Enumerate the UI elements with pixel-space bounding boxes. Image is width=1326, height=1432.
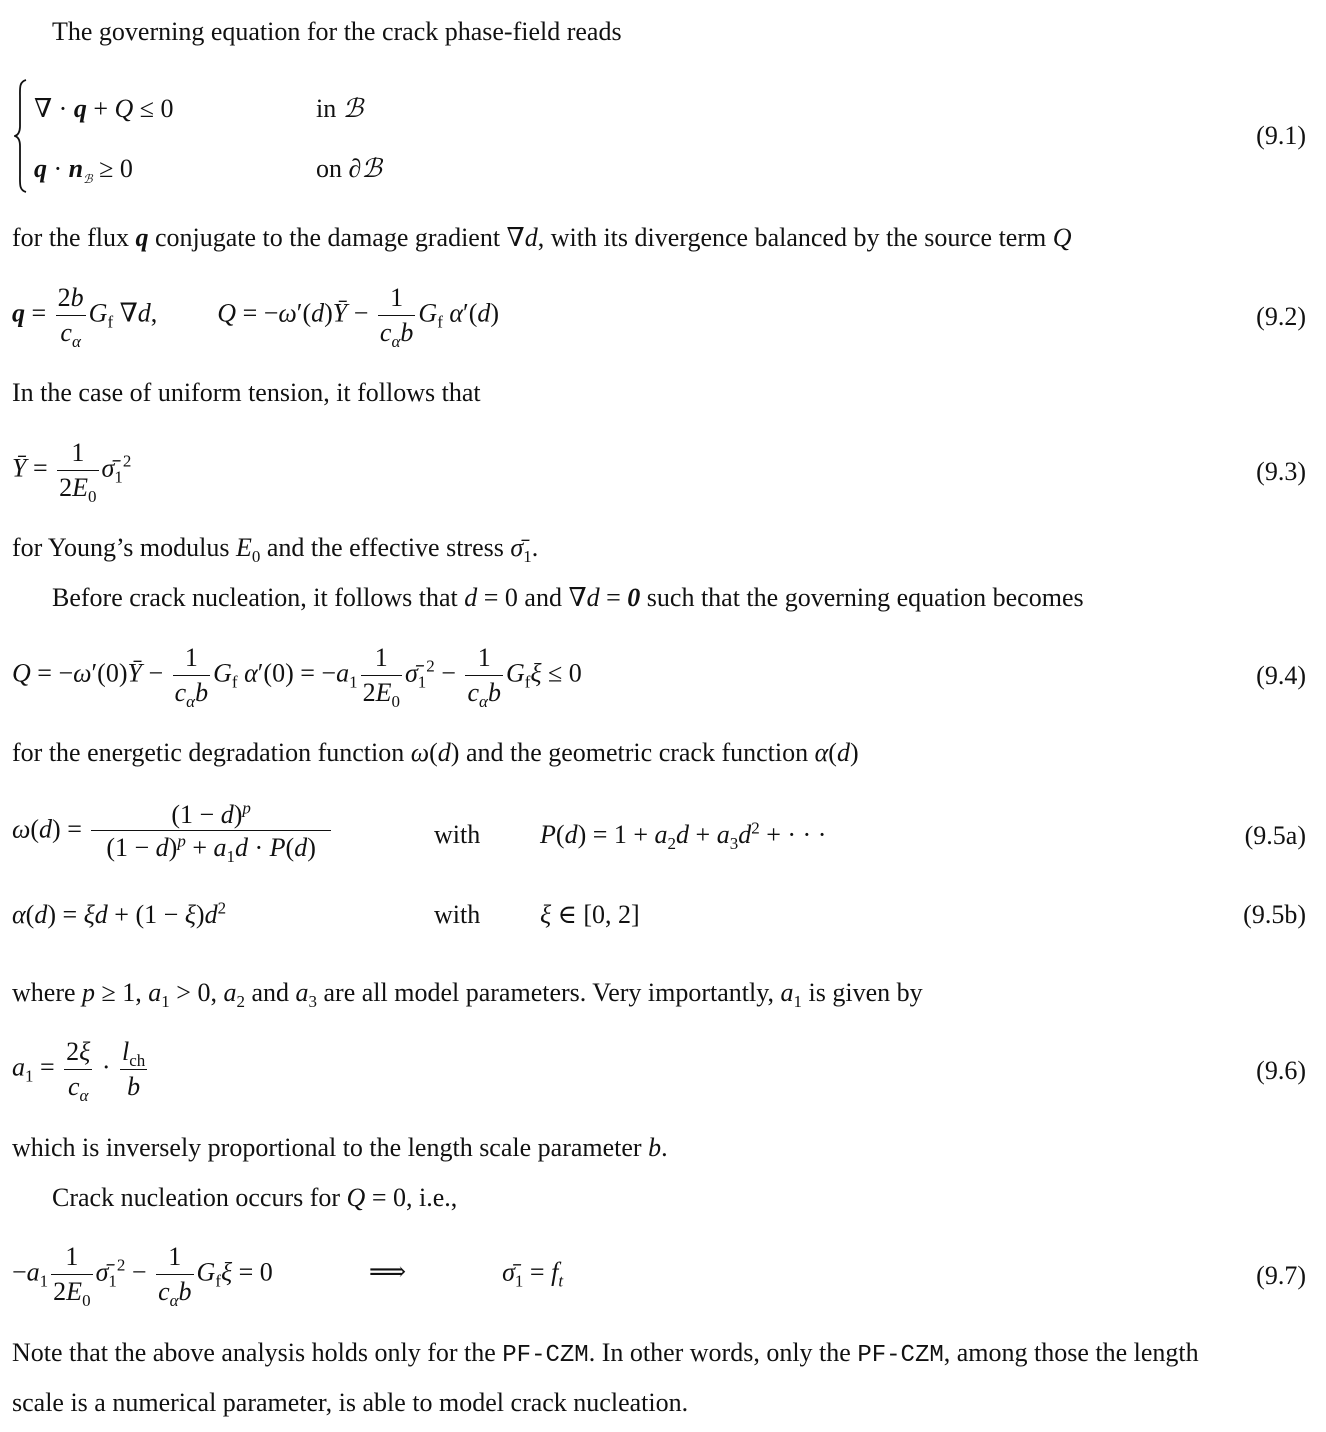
eq-9-1-row2-left: $q \cdot n_ℬ \ge 0$: [34, 154, 133, 187]
equation-number: (9.4): [1256, 661, 1306, 690]
equation-number: (9.5a): [1244, 821, 1306, 850]
equation-number: (9.1): [1256, 121, 1306, 150]
equation-number: (9.5b): [1243, 900, 1306, 929]
paragraph-uniform-tension: In the case of uniform tension, it follows that: [12, 378, 481, 407]
equation-number: (9.3): [1256, 457, 1306, 486]
paragraph-note: Note that the above analysis holds only for the PF-CZM. In other words, only the PF-CZM, among those the length: [12, 1338, 1199, 1369]
eq-9-4-body: Q = −ω′(0)Ȳ − $\frac{1}{c_\alpha b}$ $G_f$ $\alpha'(0) = -a_1$ $\frac{1}{2E_0}$ $\sigmā_1^2$ − $\frac{1}{c_\alpha b}$ $G_f\xi \le 0$: [12, 643, 582, 712]
eq-9-7-body: $-a_1$ $\frac{1}{2E_0}$ $\sigmā_1^2$ − $\frac{1}{c_\alpha b}$ $G_f\xi = 0$ ⟹ $\sigmā_1 = f_t$: [12, 1242, 564, 1311]
paragraph-before-nucleation: Before crack nucleation, it follows that d = 0 and ∇d = 0 such that the governing equation becomes: [52, 583, 1084, 612]
eq-9-5b-with: with: [434, 900, 481, 929]
eq-9-2-body: q = $\frac{2b}{c_\alpha}$ $G_f$ ∇d, Q = −ω′(d)Ȳ − $\frac{1}{c_\alpha b}$ $G_f$ α′(d): [12, 283, 500, 352]
left-brace: [14, 78, 28, 194]
equation-number: (9.7): [1256, 1261, 1306, 1290]
eq-9-5b-body: $\alpha(d) = \xi d + (1 - \xi)d^2$: [12, 898, 227, 929]
equation-number: (9.6): [1256, 1056, 1306, 1085]
equation-number: (9.2): [1256, 302, 1306, 331]
paragraph-flux: for the flux q conjugate to the damage gradient ∇d, with its divergence balanced by the source term Q: [12, 223, 1072, 252]
eq-9-5a-body: ω(d) = $\frac{(1 - d)^p}{(1 - d)^p + a_1d \cdot P(d)}$: [12, 800, 334, 863]
eq-9-1-row2-right: on ∂ℬ: [316, 154, 382, 183]
eq-9-5b-range: ξ ∈ [0, 2]: [540, 900, 640, 929]
paragraph-note-line2: scale is a numerical parameter, is able to model crack nucleation.: [12, 1388, 689, 1417]
paragraph-functions: for the energetic degradation function ω(d) and the geometric crack function α(d): [12, 738, 859, 767]
eq-9-5a-polynomial: $P(d) = 1 + a_2d + a_3d^2$ + · · ·: [540, 818, 827, 854]
eq-9-3-body: Ȳ = $\frac{1}{2E_0}$ $\sigmā_1^2$: [12, 438, 132, 507]
paragraph-youngs-modulus: for Young’s modulus $E_0$ and the effective stress $\sigmā_1$.: [12, 533, 539, 567]
eq-9-6-body: $a_1$ = $\frac{2\xi}{c_\alpha}$ · $\frac{l_{ch}}{b}$: [12, 1037, 146, 1106]
eq-9-1-row1-left: ∇ · q + Q ≤ 0: [34, 94, 174, 123]
code-pf-czm: PF-CZM: [502, 1342, 589, 1369]
paragraph-nucleation-condition: Crack nucleation occurs for Q = 0, i.e.,: [52, 1183, 458, 1212]
paragraph-parameters: where p ≥ 1, $a_1 > 0$, $a_2$ and $a_3$ are all model parameters. Very importantly, $a_1$ is given by: [12, 978, 923, 1012]
paragraph-intro: The governing equation for the crack phase-field reads: [52, 17, 622, 46]
eq-9-5a-with: with: [434, 820, 481, 849]
code-pf-czm: PF-CZM: [857, 1342, 944, 1369]
paragraph-inverse-proportional: which is inversely proportional to the length scale parameter b.: [12, 1133, 668, 1162]
eq-9-1-row1-right: in ℬ: [316, 94, 364, 123]
